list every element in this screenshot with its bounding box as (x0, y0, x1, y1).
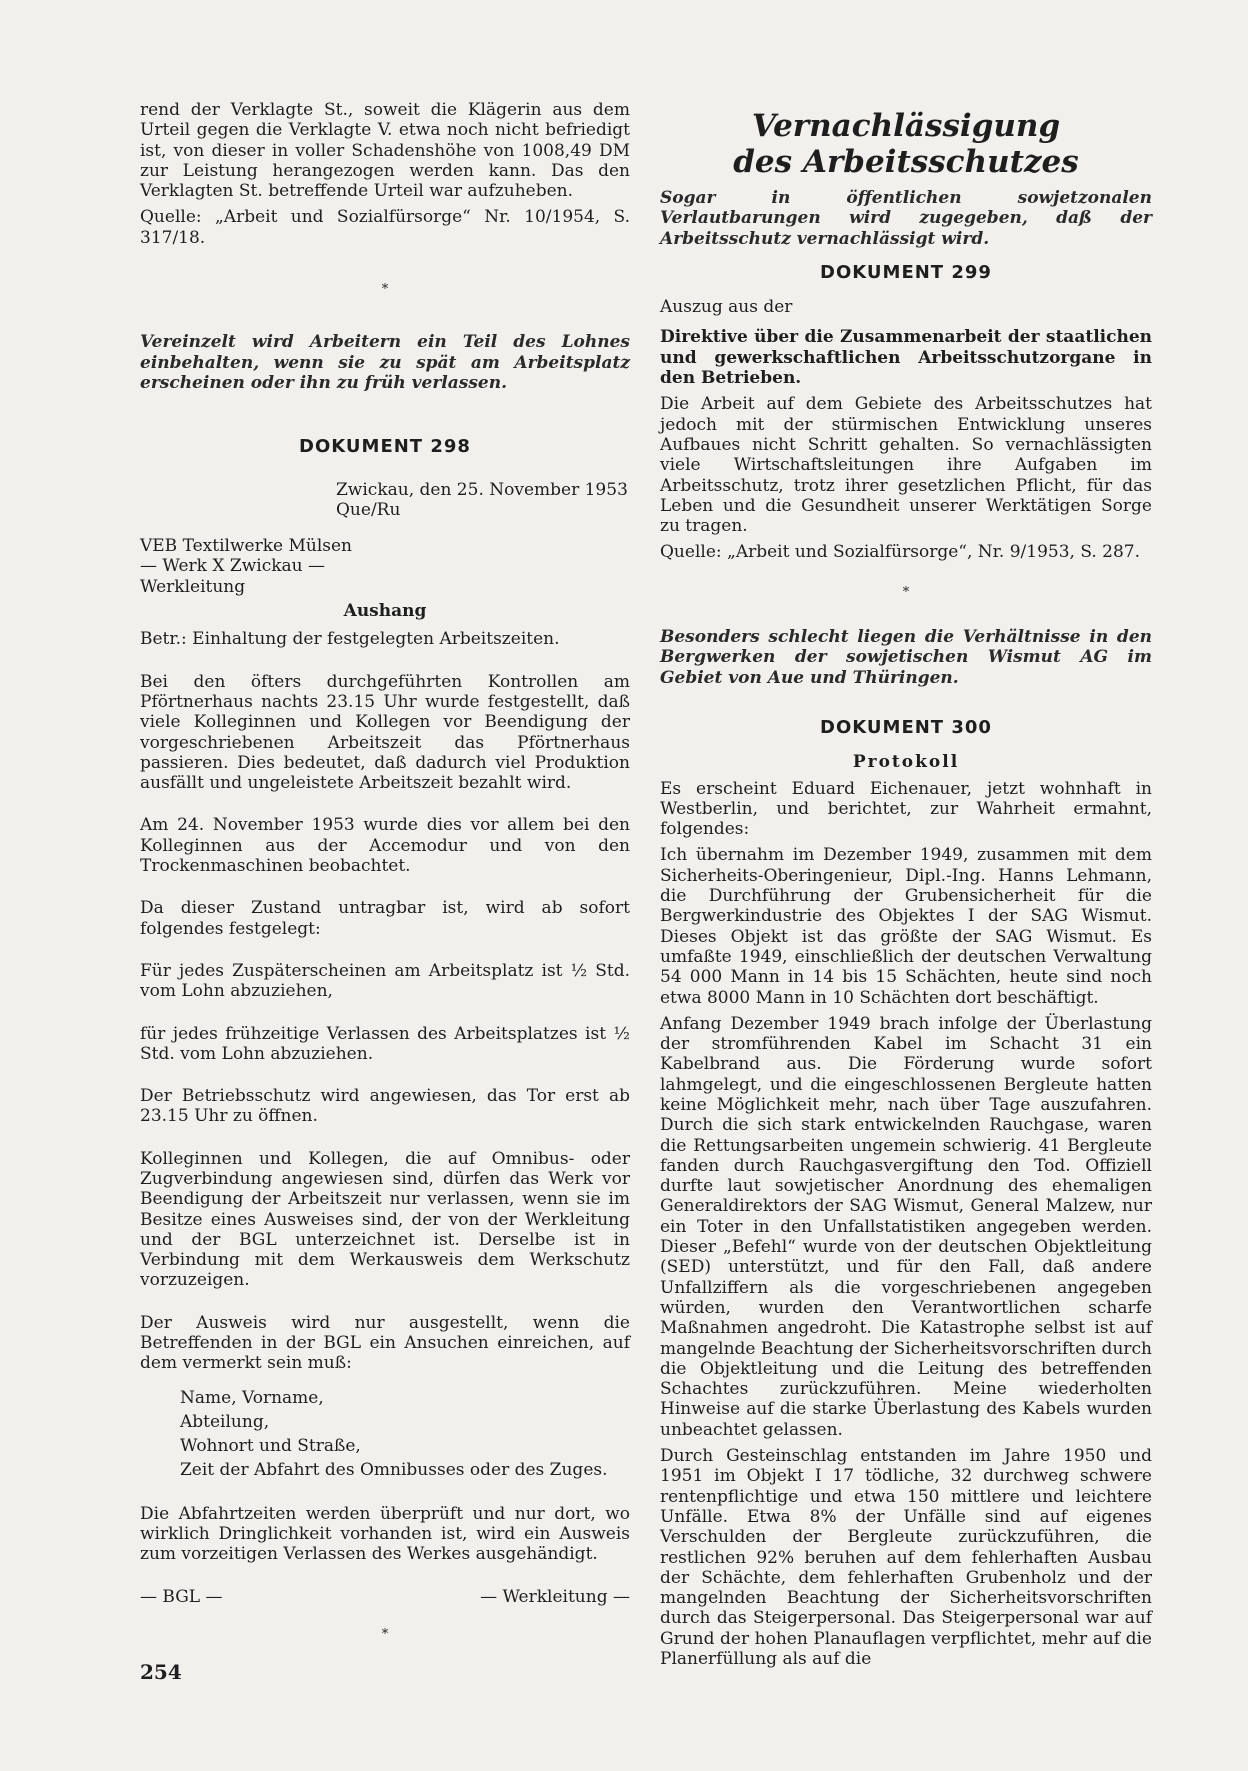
editorial-note: Vereinzelt wird Arbeitern ein Teil des Lohnes einbehalten, wenn sie zu spät am Arbeitsplatz erscheinen oder ihn zu früh verlassen. (140, 332, 630, 393)
sender-line: VEB Textilwerke Mülsen (140, 536, 352, 557)
paragraph: Kolleginnen und Kollegen, die auf Omnibus- oder Zugverbindung angewiesen sind, dürfen das Werk vor Beendigung der Arbeitszeit nur verlassen, wenn sie im Besitze eines Ausweises sind, der von der Werkleitung und der BGL unterzeichnet ist. Derselbe ist in Verbindung mit dem Werkausweis dem Werkschutz vorzuzeigen. (140, 1148, 630, 1291)
list-item: Abteilung, (180, 1411, 270, 1432)
list-item: Name, Vorname, (180, 1387, 324, 1408)
paragraph: Es erscheint Eduard Eichenauer, jetzt wohnhaft in Westberlin, und berichtet, zur Wahrheit ermahnt, folgendes: (660, 778, 1152, 840)
right-column (660, 108, 1152, 1669)
signature-werkleitung: — Werkleitung — (480, 1586, 630, 1607)
required-fields-list (140, 1386, 630, 1482)
left-column (140, 100, 630, 1645)
document-heading: DOKUMENT 298 (299, 436, 471, 458)
paragraph: Anfang Dezember 1949 brach infolge der Überlastung der stromführenden Kabel im Schacht 31 ein Kabelbrand aus. Die Förderung wurde sofort lahmgelegt, und die eingeschlossenen Bergleute hatten keine Möglichkeit mehr, nach über Tage auszufahren. Durch die sich stark entwickelnden Rauchgase, waren die Rettungsarbeiten ungemein schwierig. 41 Bergleute fanden durch Rauchgasvergiftung den Tod. Offiziell durfte laut sowjetischer Anordnung des ehemaligen Generaldirektors der SAG Wismut, General Malzew, nur ein Toter in den Unfallstatistiken angegeben werden. Dieser „Befehl“ wurde von der deutschen Objektleitung (SED) unterstützt, und für den Fall, daß andere Unfallziffern als die vorgeschriebenen angegeben würden, wurden den Verantwortlichen scharfe Maßnahmen angedroht. Die Katastrophe selbst ist auf mangelnde Beachtung der Sicherheitsvorschriften durch die Objektleitung und die Leitung des betreffenden Schachtes zurückzuführen. Meine wiederholten Hinweise auf die starke Überlastung des Kabels wurden unbeachtet gelassen. (660, 1013, 1152, 1440)
paragraph: Auszug aus der (660, 297, 793, 318)
paragraph: Die Abfahrtzeiten werden überprüft und nur dort, wo wirklich Dringlichkeit vorhanden ist, wird ein Ausweis zum vorzeitigen Verlassen des Werkes ausgehändigt. (140, 1503, 630, 1565)
editorial-note: Sogar in öffentlichen sowjetzonalen Verlautbarungen wird zugegeben, daß der Arbeitsschutz vernachlässigt wird. (660, 188, 1152, 249)
paragraph: Der Betriebsschutz wird angewiesen, das Tor erst ab 23.15 Uhr zu öffnen. (140, 1086, 630, 1127)
signature-line (140, 1587, 630, 1607)
section-title-line: Vernachlässigung (751, 108, 1061, 144)
paragraph: für jedes frühzeitige Verlassen des Arbeitsplatzes ist ½ Std. vom Lohn abzuziehen. (140, 1023, 630, 1064)
paragraph: Für jedes Zuspäterscheinen am Arbeitsplatz ist ½ Std. vom Lohn abzuziehen, (140, 960, 630, 1002)
paragraph: Die Arbeit auf dem Gebiete des Arbeitsschutzes hat jedoch mit der stürmischen Entwicklung unseres Aufbaues nicht Schritt gehalten. So vernachlässigten viele Wirtschaftsleitungen ihre Aufgaben im Arbeitsschutz, trotz ihrer gesetzlichen Pflicht, für das Leben und die Gesundheit unserer Werktätigen Sorge zu tragen. (660, 394, 1152, 537)
paragraph: Durch Gesteinschlag entstanden im Jahre 1950 und 1951 im Objekt I 17 tödliche, 32 durchweg schwere rentenpflichtige und etwa 150 mittlere und leichtere Unfälle. Etwa 8% der Unfälle sind auf eigenes Verschulden der Bergleute zurückzuführen, die restlichen 92% beruhen auf dem fehlerhaften Ausbau der Schächte, dem fehlerhaften Grubenholz und der mangelnden Beachtung der Sicherheitsvorschriften durch das Steigerpersonal. Das Steigerpersonal war auf Grund der hohen Planauflagen verpflichtet, mehr auf die Planerfüllung als auf die (660, 1446, 1152, 1669)
section-separator: * (381, 1626, 389, 1642)
source-citation: Quelle: „Arbeit und Sozialfürsorge“ Nr. 10/1954, S. 317/18. (140, 207, 630, 248)
section-title-line: des Arbeitsschutzes (733, 144, 1079, 180)
source-citation: Quelle: „Arbeit und Sozialfürsorge“, Nr. 9/1953, S. 287. (660, 542, 1141, 563)
reference-line: Que/Ru (336, 499, 401, 520)
paragraph: rend der Verklagte St., soweit die Klägerin aus dem Urteil gegen die Verklagte V. etwa noch nicht befriedigt ist, von dieser in voller Schadenshöhe von 1008,49 DM zur Leistung herangezogen werden kann. Das den Verklagten St. betreffende Urteil war aufzuheben. (140, 100, 630, 202)
list-item: Zeit der Abfahrt des Omnibusses oder des Zuges. (180, 1459, 608, 1480)
sender-line: Werkleitung (140, 576, 246, 597)
notice-title: Aushang (343, 601, 427, 622)
section-title (660, 108, 1152, 180)
date-line: Zwickau, den 25. November 1953 (336, 479, 628, 500)
subject-line: Betr.: Einhaltung der festgelegten Arbeitszeiten. (140, 629, 560, 650)
document-heading: DOKUMENT 300 (820, 716, 992, 738)
section-separator: * (902, 584, 910, 600)
paragraph: Am 24. November 1953 wurde dies vor allem bei den Kolleginnen aus der Accemodur und von den Trockenmaschinen beobachtet. (140, 815, 630, 877)
signature-bgl: — BGL — (140, 1586, 223, 1607)
editorial-note: Besonders schlecht liegen die Verhältnisse in den Bergwerken der sowjetischen Wismut AG im Gebiet von Aue und Thüringen. (660, 627, 1152, 688)
document-heading: DOKUMENT 299 (820, 261, 992, 283)
protocol-title: Protokoll (852, 752, 960, 773)
paragraph: Der Ausweis wird nur ausgestellt, wenn die Betreffenden in der BGL ein Ansuchen einreichen, auf dem vermerkt sein muß: (140, 1312, 630, 1374)
paragraph: Bei den öfters durchgeführten Kontrollen am Pförtnerhaus nachts 23.15 Uhr wurde festgestellt, daß viele Kolleginnen und Kollegen vor Beendigung der vorgeschriebenen Arbeitszeit das Pförtnerhaus passieren. Dies bedeutet, daß dadurch viel Produktion ausfällt und ungeleistete Arbeitszeit bezahlt wird. (140, 671, 630, 794)
paragraph: Ich übernahm im Dezember 1949, zusammen mit dem Sicherheits-Oberingenieur, Dipl.-Ing. Hanns Lehmann, die Durchführung der Grubensicherheit für die Bergwerkindustrie des Objektes I der SAG Wismut. Dieses Objekt ist das größte der SAG Wismut. Es umfaßte 1949, einschließlich der deutschen Verwaltung 54 000 Mann in 14 bis 15 Schächten, heute sind noch etwa 8000 Mann in 10 Schächten dort beschäftigt. (660, 845, 1152, 1008)
section-separator: * (381, 282, 389, 298)
page-number: 254 (140, 1660, 182, 1684)
paragraph: Da dieser Zustand untragbar ist, wird ab sofort folgendes festgelegt: (140, 898, 630, 939)
sender-line: — Werk X Zwickau — (140, 556, 325, 577)
list-item: Wohnort und Straße, (180, 1435, 361, 1456)
directive-title: Direktive über die Zusammenarbeit der staatlichen und gewerkschaftlichen Arbeitsschutzorgane in den Betrieben. (660, 327, 1152, 389)
